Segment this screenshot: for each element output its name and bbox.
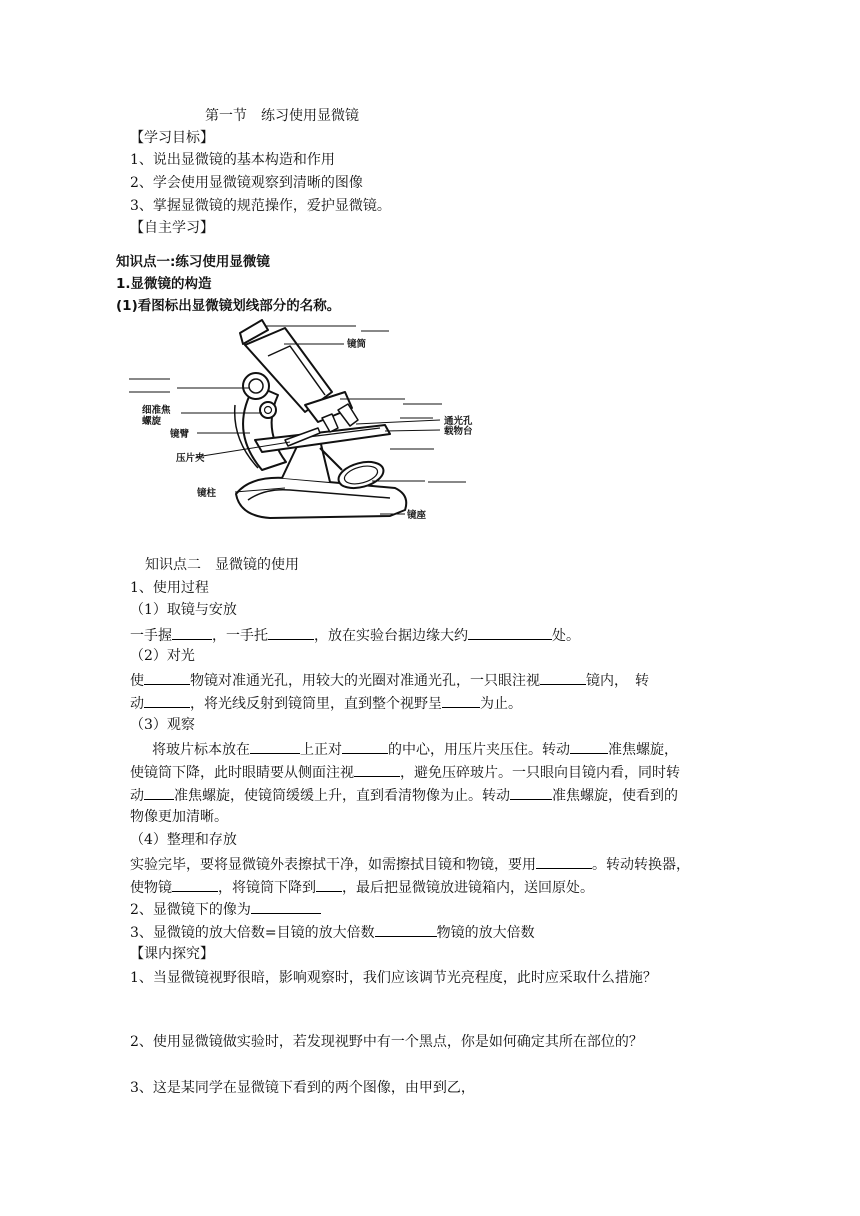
step2-title: （2）对光 [130, 648, 195, 664]
blank[interactable] [250, 738, 300, 754]
blank[interactable] [540, 669, 586, 685]
inquiry-q1: 1、当显微镜视野很暗，影响观察时，我们应该调节光亮程度，此时应采取什么措施？ [130, 970, 657, 986]
kp1-heading: 知识点一:练习使用显微镜 [116, 254, 270, 270]
step4-line2 [130, 876, 594, 898]
step3-line2 [130, 761, 680, 783]
step1-d: 处。 [552, 628, 580, 644]
blank[interactable] [536, 853, 592, 869]
blank[interactable] [268, 624, 314, 640]
blank[interactable] [144, 669, 190, 685]
step4-e: ，最后把显微镜放进镜箱内，送回原处。 [342, 880, 594, 896]
step4-b: 。转动转换器， [592, 857, 690, 873]
blank[interactable] [251, 898, 321, 914]
step4-title: （4）整理和存放 [130, 832, 237, 848]
blank[interactable] [144, 784, 174, 800]
step3-title: （3）观察 [130, 717, 195, 733]
kp1-task: (1)看图标出显微镜划线部分的名称。 [116, 298, 341, 314]
kp2-heading: 知识点二 显微镜的使用 [145, 557, 299, 573]
label-base: 镜座 [407, 510, 427, 521]
inquiry-q2: 2、使用显微镜做实验时，若发现视野中有一个黑点，你是如何确定其所在部位的？ [130, 1034, 643, 1050]
objectives-heading: 【学习目标】 [130, 130, 214, 146]
step2-e: ，将光线反射到镜筒里，直到整个视野呈 [190, 696, 442, 712]
magnification-question [130, 921, 535, 943]
self-study-heading: 【自主学习】 [130, 220, 214, 236]
step3-f: ，避免压碎玻片。一只眼向目镜内看，同时转 [400, 765, 680, 781]
blank[interactable] [172, 876, 218, 892]
step3-line4: 物像更加清晰。 [130, 809, 228, 825]
label-stage: 载物台 [444, 426, 473, 437]
label-pillar: 镜柱 [197, 488, 217, 499]
label-arm: 镜臂 [170, 429, 190, 440]
blank[interactable] [354, 761, 400, 777]
step2-line2 [130, 692, 522, 714]
blank[interactable] [316, 876, 342, 892]
page-title: 第一节 练习使用显微镜 [205, 108, 359, 124]
step3-h: 准焦螺旋，使镜筒缓缓上升，直到看清物像为止。转动 [174, 788, 510, 804]
step3-i: 准焦螺旋，使看到的 [552, 788, 678, 804]
step4-line1 [130, 853, 690, 875]
step3-b: 上正对 [300, 742, 342, 758]
step3-g: 动 [130, 788, 144, 804]
step2-a: 使 [130, 673, 144, 689]
kp2-process: 1、使用过程 [130, 580, 209, 596]
blank[interactable] [144, 692, 190, 708]
step2-b: 物镜对准通光孔，用较大的光圈对准通光孔，一只眼注视 [190, 673, 540, 689]
step3-line3 [130, 784, 678, 806]
step2-c: 镜内， 转 [586, 673, 649, 689]
step4-d: ，将镜筒下降到 [218, 880, 316, 896]
label-fine-focus-2: 螺旋 [142, 416, 162, 427]
step2-d: 动 [130, 696, 144, 712]
blank[interactable] [375, 921, 437, 937]
kp1-subheading: 1.显微镜的构造 [116, 276, 212, 292]
step4-c: 使物镜 [130, 880, 172, 896]
blank[interactable] [570, 738, 608, 754]
step3-d: 准焦螺旋， [608, 742, 678, 758]
step1-text [130, 624, 580, 646]
mag-a: 3、显微镜的放大倍数=目镜的放大倍数 [130, 925, 375, 941]
step1-c: ，放在实验台据边缘大约 [314, 628, 468, 644]
step1-a: 一手握 [130, 628, 172, 644]
objective-item-2: 2、学会使用显微镜观察到清晰的图像 [130, 175, 363, 191]
image-question [130, 898, 321, 920]
step3-line1 [152, 738, 678, 760]
inquiry-heading: 【课内探究】 [130, 946, 214, 962]
blank[interactable] [342, 738, 388, 754]
label-clip: 压片夹 [176, 453, 205, 464]
blank[interactable] [468, 624, 552, 640]
blank[interactable] [172, 624, 212, 640]
blank[interactable] [442, 692, 480, 708]
mag-b: 物镜的放大倍数 [436, 925, 535, 941]
objective-item-1: 1、说出显微镜的基本构造和作用 [130, 152, 335, 168]
label-hole: 通光孔 [444, 416, 473, 427]
step3-a: 将玻片标本放在 [152, 742, 250, 758]
inquiry-q3: 3、这是某同学在显微镜下看到的两个图像，由甲到乙， [130, 1080, 475, 1096]
label-fine-focus-1: 细准焦 [142, 405, 171, 416]
step3-e: 使镜筒下降，此时眼睛要从侧面注视 [130, 765, 354, 781]
step2-f: 为止。 [480, 696, 522, 712]
step4-a: 实验完毕，要将显微镜外表擦拭干净，如需擦拭目镜和物镜，要用 [130, 857, 536, 873]
step3-c: 的中心，用压片夹压住。转动 [388, 742, 570, 758]
label-tube: 镜筒 [347, 339, 367, 350]
image-text: 2、显微镜下的像为 [130, 902, 251, 918]
objective-item-3: 3、掌握显微镜的规范操作，爱护显微镜。 [130, 198, 391, 214]
step1-b: ，一手托 [212, 628, 268, 644]
step2-line1 [130, 669, 649, 691]
step1-title: （1）取镜与安放 [130, 602, 237, 618]
blank[interactable] [510, 784, 552, 800]
